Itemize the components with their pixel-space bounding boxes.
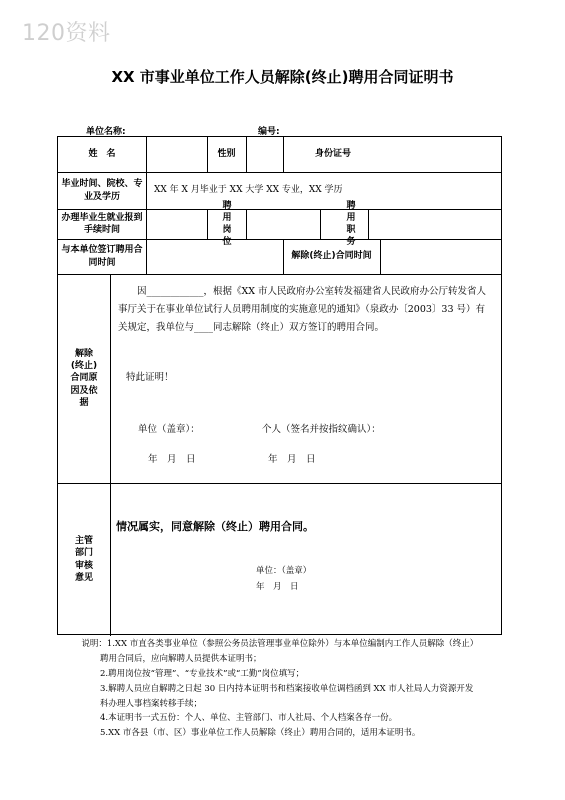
hire-position-label: 聘用岗位 — [222, 200, 232, 248]
document-title: XX 市事业单位工作人员解除(终止)聘用合同证明书 — [111, 68, 454, 86]
id-number-label: 身份证号 — [314, 149, 351, 160]
gender-label: 性别 — [217, 149, 236, 160]
note-item: 3.解聘人员应自解聘之日起 30 日内持本证明书和档案接收单位调档函到 XX 市人社局人力资源开发科办理人事档案转移手续； — [100, 683, 474, 709]
review-label: 主管部门审核意见 — [74, 536, 93, 583]
note-item: 2.聘用岗位按“管理”、“专业技术”或“工勤”岗位填写； — [100, 668, 305, 679]
note-item: 4.本证明书一式五份：个人、单位、主管部门、市人社局、个人档案各存一份。 — [100, 713, 398, 724]
review-opinion: 情况属实，同意解除（终止）聘用合同。 — [116, 520, 314, 533]
reason-label: 解除(终止)合同原因及依据 — [70, 349, 98, 408]
certificate-table — [57, 136, 502, 635]
employment-report-label: 办理毕业生就业报到手续时间 — [61, 212, 143, 235]
unit-date: 年 月 日 — [148, 454, 196, 465]
unit-seal-label: 单位（盖章）： — [138, 424, 200, 435]
review-date: 年 月 日 — [256, 582, 299, 592]
certification-statement: 特此证明！ — [126, 372, 174, 383]
unit-name-label: 单位名称: — [86, 127, 126, 137]
reason-paragraph: 因____________，根据《XX 市人民政府办公室转发福建省人民政府办公厅转发省人事厅关于在事业单位试行人员聘用制度的实施意见的通知》（泉政办〔2003〕33 号）有关规定，我单位与____同志解除（终止）双方签订的聘用合同。 — [118, 286, 487, 334]
watermark: 120资料 — [22, 21, 111, 46]
contract-time-label: 与本单位签订聘用合同时间 — [61, 245, 143, 268]
serial-number-label: 编号: — [258, 127, 280, 137]
hire-duty-label: 聘用职务 — [346, 200, 356, 248]
personal-date: 年 月 日 — [268, 454, 316, 465]
graduation-label: 毕业时间、院校、专业及学历 — [61, 179, 143, 202]
personal-sign-label: 个人（签名并按指纹确认）： — [262, 424, 381, 435]
termination-time-label: 解除(终止)合同时间 — [291, 251, 372, 262]
name-label: 姓 名 — [88, 149, 116, 160]
note-item: 说明：1.XX 市直各类事业单位（参照公务员法管理事业单位除外）与本单位编制内工作人员解除（终止）聘用合同后，应向解聘人员提供本证明书； — [81, 639, 479, 664]
note-item: 5.XX 市各县（市、区）事业单位工作人员解除（终止）聘用合同的，适用本证明书。 — [100, 728, 421, 739]
notes-section — [81, 637, 480, 741]
graduation-value: XX 年 X 月毕业于 XX 大学 XX 专业，XX 学历 — [154, 185, 343, 196]
review-seal-label: 单位：（盖章） — [256, 566, 312, 576]
